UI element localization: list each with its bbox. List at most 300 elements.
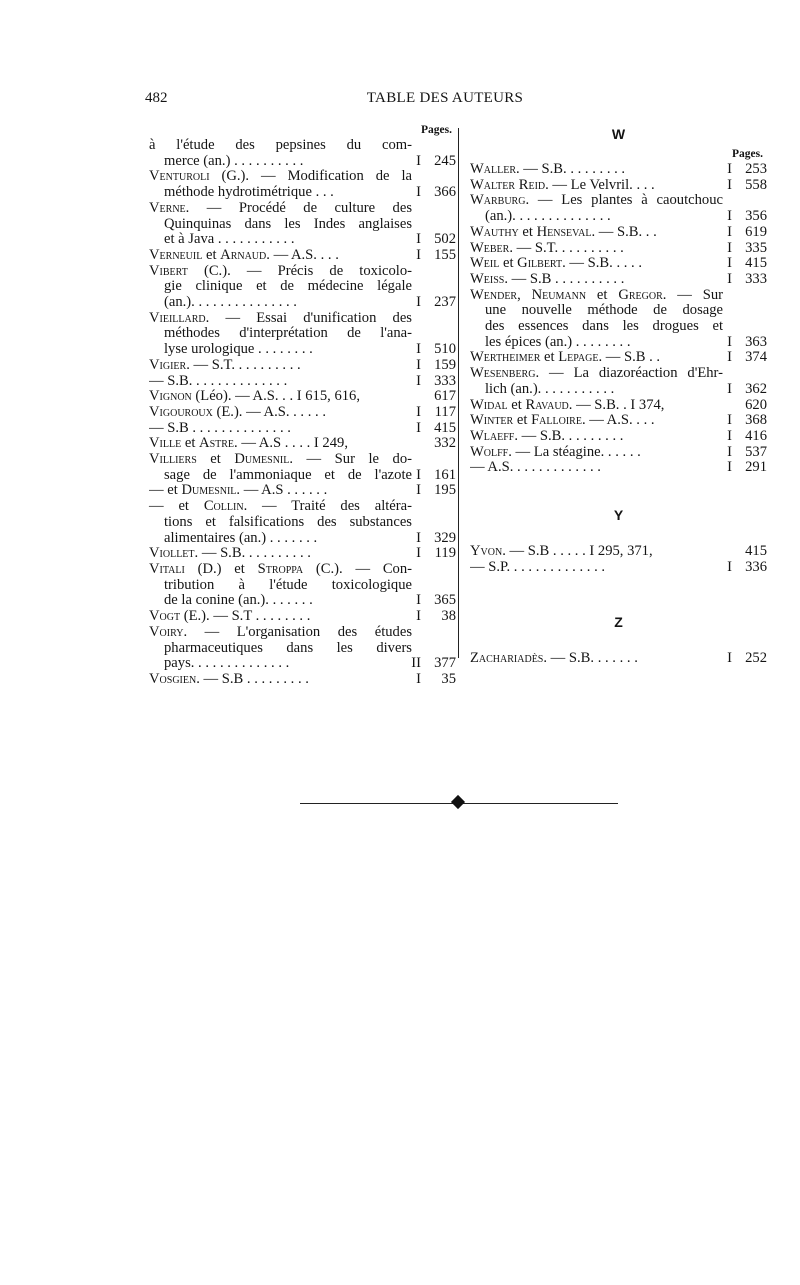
index-entry [470,413,767,429]
entry-line: tribution à l'étude toxicologique [164,576,412,593]
page-reference [412,436,456,452]
author-name: Gilbert [517,256,563,272]
entry-text: . — S.B . . . . . . . . . [196,671,309,687]
page-reference [412,421,456,437]
index-entry [149,358,456,374]
page-number-ref: 617 [434,388,456,405]
entry-text: . — Procédé de culture des [185,199,412,216]
index-entry [149,672,456,688]
volume-number: I [727,255,732,272]
page-number-ref: 333 [745,270,767,287]
entry-line [149,389,412,405]
page-number-ref: 161 [434,466,456,483]
index-entry [149,562,456,609]
volume-number: I [416,608,421,625]
author-name: Viollet [149,546,195,562]
page-number-ref: 363 [745,333,767,350]
author-name: Weil [470,256,500,272]
page-reference [412,593,456,609]
entry-text: . — La stéagine. . . . . . [508,444,641,460]
page-reference [723,382,767,398]
volume-number: I [727,412,732,429]
author-name: Wender [470,286,518,303]
entry-line: lich (an.). . . . . . . . . . . [485,381,615,397]
volume-number: I [727,558,732,575]
author-name: Dumesnil [234,451,290,468]
author-name: Villiers [149,451,197,468]
entry-text: . — S.B. . I 374, [568,397,665,413]
letter-section [470,504,767,575]
entry-text: . — S.B. . . . . . . . . [516,162,626,177]
author-name: Verneuil [149,247,203,263]
entry-line [149,311,412,327]
entry-text: (D.) et [184,560,258,577]
author-name: Vogt [149,609,181,625]
author-name: Vibert [149,262,188,279]
entry-line [149,169,412,185]
entry-text: . — S.B. . . . . [562,256,642,272]
entry-line: de la conine (an.). . . . . . . [164,593,313,609]
index-entry [470,398,767,414]
index-entry [149,389,456,405]
index-entry [149,405,456,421]
entry-text: . — Sur [662,286,724,303]
page-reference [412,546,456,562]
page-reference [723,445,767,461]
volume-number: I [727,349,732,366]
entry-text: . — L'organisation des études [183,623,412,640]
volume-number: I [727,427,732,444]
page-reference [723,272,767,288]
volume-number: I [416,545,421,562]
entry-text: — S.B. . . . . . . . . . . . . . [149,373,288,389]
page-number-ref: 159 [434,356,456,373]
index-entry [149,311,456,358]
entry-text: . — A.S . . . . . . [236,483,328,499]
entry-line: pharmaceutiques dans les divers [164,639,412,656]
author-name: Yvon [470,544,503,560]
entry-text: . — S.B . . [598,350,661,366]
entry-line: des essences dans les drogues et [485,318,723,335]
author-name: Vitali [149,560,185,577]
author-name: Vignon [149,389,192,405]
author-name: Ville [149,436,182,452]
entry-text: . — A.S. . . . [581,413,655,429]
page-number-ref: 415 [434,419,456,436]
index-entry [149,374,456,390]
volume-number: I [416,403,421,420]
volume-number: I [416,184,421,201]
author-name: Zachariadès [470,651,544,667]
page-number: 482 [145,90,168,106]
index-entry [470,544,767,560]
page-number-ref: 620 [745,396,767,413]
page-reference [412,672,456,688]
entry-line: merce (an.) . . . . . . . . . . [164,153,304,169]
author-name: Wauthy [470,224,519,240]
entry-line [149,562,412,578]
author-name: Vosgien [149,671,197,687]
entry-line [149,546,412,562]
page-reference [412,531,456,547]
entry-line: méthode hydrotimétrique . . . [164,185,334,201]
author-name: Warburg [470,192,526,209]
author-name: Waller [470,162,516,177]
page-reference [723,398,767,414]
page-number-ref: 374 [745,349,767,366]
index-entry [149,625,456,672]
entry-line [470,350,723,366]
volume-number: I [416,419,421,436]
volume-number: I [416,482,421,499]
index-entry [470,445,767,461]
section-letter: Y [613,507,624,524]
page-number-ref: 415 [745,543,767,560]
volume-number: I [416,670,421,687]
volume-number: I [416,294,421,311]
volume-number: I [727,239,732,256]
entry-line [470,193,723,209]
page-number-ref: 329 [434,529,456,546]
author-name: Lepage [558,350,599,366]
entry-line [470,413,723,429]
page-reference [412,232,456,248]
page-reference [412,468,456,484]
entry-line: et à Java . . . . . . . . . . . [164,232,295,248]
index-entry [470,178,767,194]
entry-joiner: et [181,436,200,452]
entry-text: . — A.S . . . . I 249, [234,436,348,452]
page-number-ref: 195 [434,482,456,499]
page-reference [412,185,456,201]
entry-line [470,544,723,560]
page-number-ref: 237 [434,294,456,311]
entry-line [470,460,723,476]
page-number-ref: 38 [441,608,456,625]
entry-line [149,609,412,625]
entry-line [470,241,723,257]
page-number-ref: 377 [434,655,456,672]
entry-text: à l'étude des pepsines du com- [149,137,412,153]
entry-text: . — S.B . . . . . I 295, 371, [502,544,653,560]
author-name: Weber [470,240,510,256]
entry-line [470,445,723,461]
page-number-ref: 333 [434,372,456,389]
entry-text: . — Les plantes à caoutchouc [525,192,723,209]
page-number-ref: 619 [745,223,767,240]
page-number-ref: 35 [441,670,456,687]
entry-line [149,436,412,452]
index-entry [149,499,456,546]
page-reference [412,248,456,264]
page-number-ref: 502 [434,231,456,248]
page-number-ref: 356 [745,208,767,225]
index-entry [470,241,767,257]
page-number-ref: 332 [434,435,456,452]
entry-line: tions et falsifications des substances [164,513,412,530]
volume-number: I [727,459,732,476]
page-number-ref: 537 [745,443,767,460]
entry-joiner: et [518,224,537,240]
page-number-ref: 365 [434,592,456,609]
volume-number: I [727,380,732,397]
page-reference [412,358,456,374]
page-number-ref: 335 [745,239,767,256]
entry-text: — S.B . . . . . . . . . . . . . . [149,420,291,436]
volume-number: I [727,208,732,225]
page-reference [723,225,767,241]
page-reference [723,560,767,576]
volume-number: I [416,529,421,546]
entry-line [149,138,412,154]
page-reference [723,256,767,272]
entry-joiner: et [499,256,518,272]
volume-number: I [416,372,421,389]
volume-number: I [727,223,732,240]
index-entry [470,288,767,351]
entry-line [149,248,412,264]
entry-line [470,256,723,272]
entry-text: (Léo). — A.S. . . I 615, 616, [191,389,360,405]
page-number-ref: 245 [434,152,456,169]
entry-line: les épices (an.) . . . . . . . . [485,334,631,350]
entry-text: . — S.B. . . [591,224,657,240]
running-title: TABLE DES AUTEURS [366,90,524,106]
entry-joiner: et [586,286,619,303]
page-reference [412,295,456,311]
volume-number: I [416,246,421,263]
entry-line [149,405,412,421]
page-number-ref: 416 [745,427,767,444]
entry-line [470,162,723,178]
page-reference [723,178,767,194]
index-entry [470,193,767,224]
entry-line: alimentaires (an.) . . . . . . . [164,530,318,546]
entry-text: . — Traité des altéra- [243,498,412,515]
end-ornament [451,795,465,809]
entry-line [470,398,723,414]
author-name: Stroppa [257,560,304,577]
entry-line [149,452,412,468]
page-reference [723,162,767,178]
index-entry [149,248,456,264]
entry-text: . — S.B. . . . . . . . . . [194,546,311,562]
index-entry [149,609,456,625]
page-reference [723,241,767,257]
page-number-ref: 252 [745,650,767,667]
page-number-ref: 117 [434,403,456,420]
index-entry [470,225,767,241]
entry-line [470,429,723,445]
entry-line: (an.). . . . . . . . . . . . . . . [164,295,297,311]
page-reference [412,154,456,170]
letter-section [470,611,767,667]
author-name: Venturoli [149,168,210,185]
volume-number: I [727,270,732,287]
entry-line [149,483,412,499]
index-entry [149,546,456,562]
author-name: Winter [470,413,514,429]
index-entry [149,264,456,311]
volume-number: I [727,333,732,350]
index-entry [470,651,767,667]
entry-joiner: et [540,350,559,366]
author-name: Dumesnil [181,483,237,499]
page-number-ref: 253 [745,161,767,177]
entry-line: pays. . . . . . . . . . . . . . [164,656,290,672]
entry-text: (C.). — Précis de toxicolo- [187,262,412,279]
page-reference [723,429,767,445]
page-reference [723,413,767,429]
entry-line [470,272,723,288]
entry-line: (an.). . . . . . . . . . . . . . [485,209,611,225]
entry-text: (C.). — Con- [303,560,413,577]
page-reference [412,342,456,358]
author-name: Astre [199,436,235,452]
entry-text: (E.). — S.T . . . . . . . . [180,609,311,625]
index-entry [470,272,767,288]
entry-line [470,178,723,194]
author-name: Wertheimer [470,350,541,366]
entry-line: lyse urologique . . . . . . . . [164,342,313,358]
page-number-ref: 510 [434,341,456,358]
entry-line [149,374,412,390]
entry-line [470,560,723,576]
page-reference [412,483,456,499]
right-column [470,122,767,667]
index-entry [149,436,456,452]
entry-line [149,499,412,515]
entry-text: . — S.B. . . . . . . . . [514,428,624,444]
author-name: Wlaeff [470,428,515,444]
entry-joiner: et [507,397,526,413]
page-number-ref: 415 [745,255,767,272]
author-name: Arnaud [220,247,267,263]
entry-line [149,264,412,280]
left-column [149,122,456,688]
author-name: Voiry [149,623,184,640]
entry-joiner: , [517,286,532,303]
entry-text: . — A.S. . . . [266,247,339,263]
index-entry [149,169,456,200]
entry-text: (G.). — Modification de la [209,168,412,185]
author-name: Walter Reid [470,177,546,193]
entry-joiner: et [196,451,235,468]
volume-number: I [416,152,421,169]
entry-line: sage de l'ammoniaque et de l'azote [164,466,412,483]
author-name: Verne [149,199,186,216]
author-name: Wesenberg [470,365,536,382]
page-number-ref: 291 [745,459,767,476]
volume-number: I [727,176,732,193]
author-name: Vigouroux [149,404,213,420]
index-entry [470,366,767,397]
entry-text: . — S.B . . . . . . . . . . [504,271,625,287]
index-entry [149,201,456,248]
volume-number: I [416,341,421,358]
volume-number: I [727,650,732,667]
entry-text: . — S.T. . . . . . . . . . [509,240,624,256]
entry-line: Quinquinas dans les Indes anglaises [164,215,412,232]
author-name: Ravaud [525,397,569,413]
entry-line [470,288,723,304]
index-entry [470,350,767,366]
volume-number: I [416,592,421,609]
page-number-ref: 366 [434,184,456,201]
index-entry [470,162,767,178]
author-name: Vigier [149,357,187,373]
entry-joiner: et [513,413,532,429]
entry-joiner: et [202,247,221,263]
entry-line [470,651,723,667]
entry-prefix: — et [149,498,204,515]
entry-text: — A.S. . . . . . . . . . . . . [470,460,601,476]
page-reference [723,350,767,366]
entry-text: . — Sur le do- [289,451,412,468]
entry-line [149,625,412,641]
column-divider [458,128,459,658]
entry-text: . — S.T. . . . . . . . . . [186,357,301,373]
page-header [145,90,745,110]
author-name: Gregor [618,286,663,303]
entry-line [149,201,412,217]
volume-number: II [411,655,421,672]
volume-number: I [416,466,421,483]
entry-text: . — Le Velvril. . . . [545,177,655,193]
author-name: Falloire [531,413,582,429]
page-reference [412,389,456,405]
index-entry [149,421,456,437]
entry-line [470,225,723,241]
entry-text: . — La diazoréaction d'Ehr- [535,365,723,382]
page-reference [723,209,767,225]
page-reference [723,335,767,351]
index-entry [470,429,767,445]
author-name: Henseval [536,224,592,240]
volume-number: I [727,443,732,460]
page-reference [412,609,456,625]
page-number-ref: 336 [745,558,767,575]
letter-section [470,122,767,476]
author-name: Wolff [470,444,509,460]
entry-line [149,672,412,688]
page-number-ref: 558 [745,176,767,193]
entry-line [149,358,412,374]
page-reference [412,405,456,421]
pages-column-label: Pages. [732,148,763,160]
entry-line [149,421,412,437]
index-entry [149,138,456,169]
section-letter: W [611,126,626,142]
entry-line [470,366,723,382]
page-reference [412,656,456,672]
index-entry [149,483,456,499]
volume-number: I [416,231,421,248]
pages-column-label: Pages. [421,124,452,136]
page-reference [723,460,767,476]
page-reference [723,651,767,667]
entry-text: — S.P. . . . . . . . . . . . . . [470,559,606,575]
page-number-ref: 368 [745,412,767,429]
author-name: Collin [203,498,244,515]
entry-text: . — S.B. . . . . . . [543,651,638,667]
section-letter: Z [614,614,623,631]
entry-line: une nouvelle méthode de dosage [485,302,723,319]
index-entry [470,256,767,272]
author-name: Weiss [470,271,505,287]
index-entry [470,460,767,476]
page-reference [412,374,456,390]
